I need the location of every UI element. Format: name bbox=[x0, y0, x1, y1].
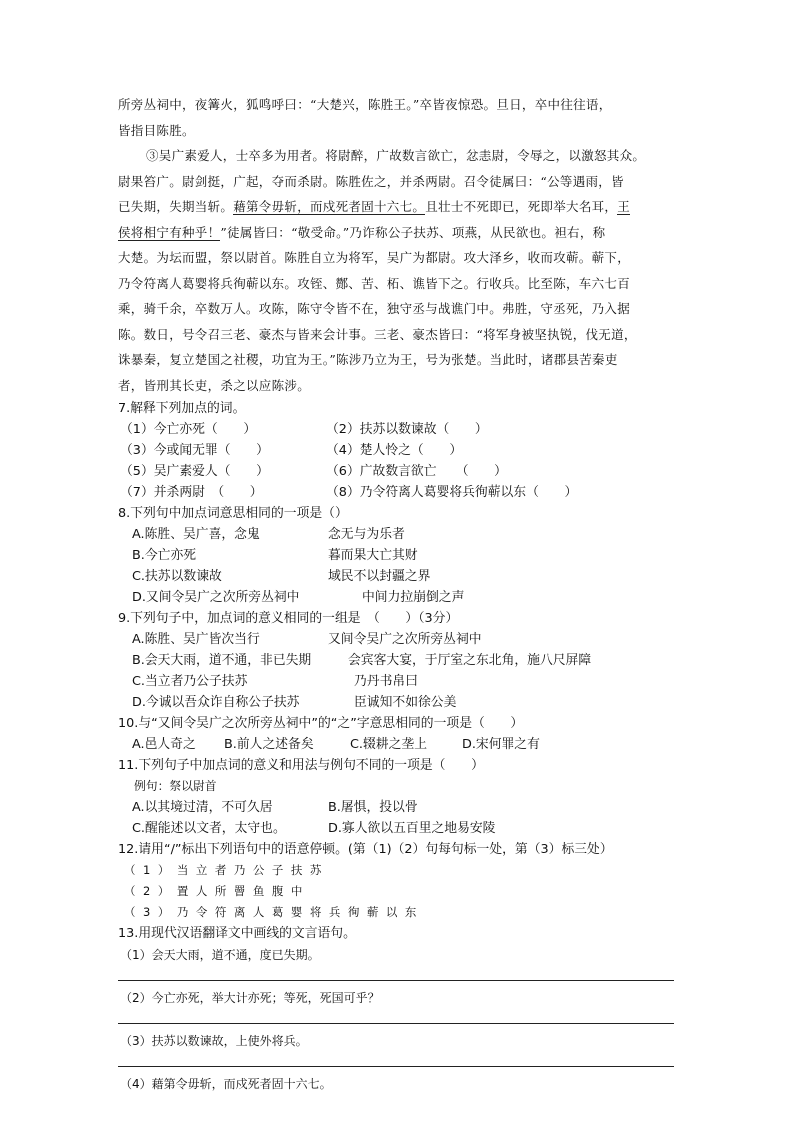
question-9 bbox=[118, 608, 678, 713]
question-7 bbox=[118, 398, 678, 503]
pause-item: （3）乃令符离人葛婴将兵徇蕲以东 bbox=[124, 905, 424, 919]
reading-passage bbox=[118, 92, 678, 398]
vocab-item: （7）并杀两尉 （ ） bbox=[120, 485, 263, 500]
passage-text: 且壮士不死即已，死即举大名耳， bbox=[425, 199, 618, 214]
option-row bbox=[118, 818, 678, 839]
question-12 bbox=[118, 839, 678, 923]
option-row bbox=[118, 566, 678, 587]
question-10 bbox=[118, 713, 678, 755]
vocab-item: （6）广故数言欲亡 （ ） bbox=[326, 464, 507, 479]
question-title: 13.用现代汉语翻译文中画线的文言语句。 bbox=[118, 926, 356, 941]
option-right: 中间力拉崩倒之声 bbox=[362, 590, 465, 605]
vocab-item: （4）楚人怜之（ ） bbox=[326, 443, 463, 458]
vocab-item: （2）扶苏以数谏故（ ） bbox=[326, 422, 488, 437]
passage-line bbox=[118, 194, 678, 220]
passage-line: 乘，骑千余，卒数万人。攻陈，陈守令皆不在，独守丞与战谯门中。弗胜，守丞死，乃入据 bbox=[118, 301, 631, 316]
vocab-item: （5）吴广素爱人（ ） bbox=[120, 464, 269, 479]
option-right: 域民不以封疆之界 bbox=[328, 569, 431, 584]
option-left: C.扶苏以数谏故 bbox=[132, 569, 222, 584]
passage-line bbox=[118, 220, 678, 246]
question-title: 10.与“又间令吴广之次所旁丛祠中”的“之”字意思相同的一项是（ ） bbox=[118, 716, 524, 731]
option-row bbox=[118, 629, 678, 650]
answer-line[interactable] bbox=[118, 1066, 674, 1067]
passage-line: 所旁丛祠中，夜篝火，狐鸣呼曰：“大楚兴，陈胜王。”卒皆夜惊恐。旦日，卒中往往语， bbox=[118, 97, 612, 112]
vocab-item: （8）乃令符离人葛婴将兵徇蕲以东（ ） bbox=[326, 485, 578, 500]
option-left: B.今亡亦死 bbox=[132, 548, 197, 563]
option-row bbox=[118, 587, 678, 608]
question-title: 9.下列句子中，加点词的意义相同的一组是 （ ）（3分） bbox=[118, 611, 459, 626]
passage-line: 大楚。为坛而盟，祭以尉首。陈胜自立为将军，吴广为都尉。攻大泽乡，收而攻蕲。蕲下， bbox=[118, 250, 631, 265]
option-row bbox=[118, 692, 678, 713]
question-8 bbox=[118, 503, 678, 608]
answer-line[interactable] bbox=[118, 980, 674, 981]
option-right: 又间令吴广之次所旁丛祠中 bbox=[328, 632, 482, 647]
option-a: A.邑人奇之 bbox=[132, 737, 196, 752]
option-row bbox=[118, 671, 678, 692]
option-left: C.当立者乃公子扶苏 bbox=[132, 674, 248, 689]
option-b: B.前人之述备矣 bbox=[224, 737, 314, 752]
translation-item: （4）藉第令毋斩，而戍死者固十六七。 bbox=[120, 1077, 332, 1091]
underlined-sentence: 侯将相宁有种乎！ bbox=[118, 224, 221, 240]
option-left: A.陈胜、吴广皆次当行 bbox=[132, 632, 260, 647]
option-b: B.屠惧，投以骨 bbox=[328, 800, 418, 815]
answer-line[interactable] bbox=[118, 1023, 674, 1024]
vocab-item: （1）今亡亦死（ ） bbox=[120, 422, 257, 437]
underlined-sentence: 藉第令毋斩，而戍死者固十六七。 bbox=[233, 199, 426, 214]
passage-line: ③吴广素爱人，士卒多为用者。将尉醉，广故数言欲亡，忿恚尉，令辱之，以激怒其众。 bbox=[146, 148, 646, 163]
passage-text: ”徒属皆曰：“敬受命。”乃诈称公子扶苏、项燕，从民欲也。袒右，称 bbox=[220, 224, 606, 240]
passage-line: 皆指目陈胜。 bbox=[118, 122, 195, 138]
option-row bbox=[118, 524, 678, 545]
question-13 bbox=[118, 923, 678, 1095]
translation-item: （2）今亡亦死，举大计亦死；等死，死国可乎？ bbox=[120, 991, 380, 1005]
option-row bbox=[118, 545, 678, 566]
pause-item: （2）置人所罾鱼腹中 bbox=[124, 884, 310, 898]
option-right: 臣诚知不如徐公美 bbox=[354, 695, 457, 710]
answer-grid bbox=[118, 419, 678, 503]
translation-item: （1）会天大雨，道不通，度已失期。 bbox=[120, 948, 320, 962]
passage-line: 者，皆刑其长吏，杀之以应陈涉。 bbox=[118, 377, 311, 393]
option-right: 念无与为乐者 bbox=[328, 527, 405, 542]
passage-line: 乃令符离人葛婴将兵徇蕲以东。攻铚、酂、苦、柘、谯皆下之。行收兵。比至陈，车六七百 bbox=[118, 275, 631, 291]
option-row bbox=[118, 797, 678, 818]
passage-line: 诛暴秦，复立楚国之社稷，功宜为王。”陈涉乃立为王，号为张楚。当此时，诸郡县苦秦吏 bbox=[118, 352, 618, 367]
question-title: 12.请用“/”标出下列语句中的语意停顿。(第（1)（2）句每句标一处，第（3）标三处） bbox=[118, 842, 613, 857]
option-left: D.今诚以吾众诈自称公子扶苏 bbox=[132, 695, 300, 710]
option-row bbox=[118, 650, 678, 671]
option-right: 乃丹书帛曰 bbox=[354, 674, 418, 689]
question-title: 7.解释下列加点的词。 bbox=[118, 401, 246, 416]
vocab-item: （3）今或闻无罪（ ） bbox=[120, 443, 269, 458]
question-title: 11.下列句子中加点词的意义和用法与例句不同的一项是（ ） bbox=[118, 758, 484, 773]
passage-text: 已失期，失期当斩。 bbox=[118, 199, 234, 214]
option-c: C.辍耕之垄上 bbox=[350, 737, 427, 752]
pause-item: （1）当立者乃公子扶苏 bbox=[124, 863, 329, 877]
passage-line: 陈。数日，号令召三老、豪杰与皆来会计事。三老、豪杰皆曰：“将军身被坚执锐，伐无道， bbox=[118, 326, 637, 342]
option-right: 暮而果大亡其财 bbox=[328, 548, 418, 563]
option-row bbox=[118, 734, 678, 755]
option-a: A.以其境过清，不可久居 bbox=[132, 800, 273, 815]
exam-page bbox=[118, 92, 678, 1095]
option-d: D.宋何罪之有 bbox=[462, 737, 540, 752]
translation-item: （3）扶苏以数谏故，上使外将兵。 bbox=[120, 1034, 308, 1048]
option-c: C.醒能述以文者，太守也。 bbox=[132, 821, 286, 836]
option-left: A.陈胜、吴广喜，念鬼 bbox=[132, 527, 260, 542]
option-d: D.寡人欲以五百里之地易安陵 bbox=[328, 821, 496, 836]
option-left: B.会天大雨，道不通，非已失期 bbox=[132, 653, 312, 668]
example-sentence: 例句：祭以尉首 bbox=[134, 779, 217, 793]
option-right: 会宾客大宴，于厅室之东北角，施八尺屏障 bbox=[348, 653, 592, 668]
underlined-sentence: 王 bbox=[617, 199, 631, 214]
question-title: 8.下列句中加点词意思相同的一项是（） bbox=[118, 506, 348, 521]
passage-line: 尉果笞广。尉剑挺，广起，夺而杀尉。陈胜佐之，并杀两尉。召令徒属曰：“公等遇雨，皆 bbox=[118, 173, 624, 189]
question-11 bbox=[118, 755, 678, 839]
option-left: D.又间令吴广之次所旁丛祠中 bbox=[132, 590, 300, 605]
